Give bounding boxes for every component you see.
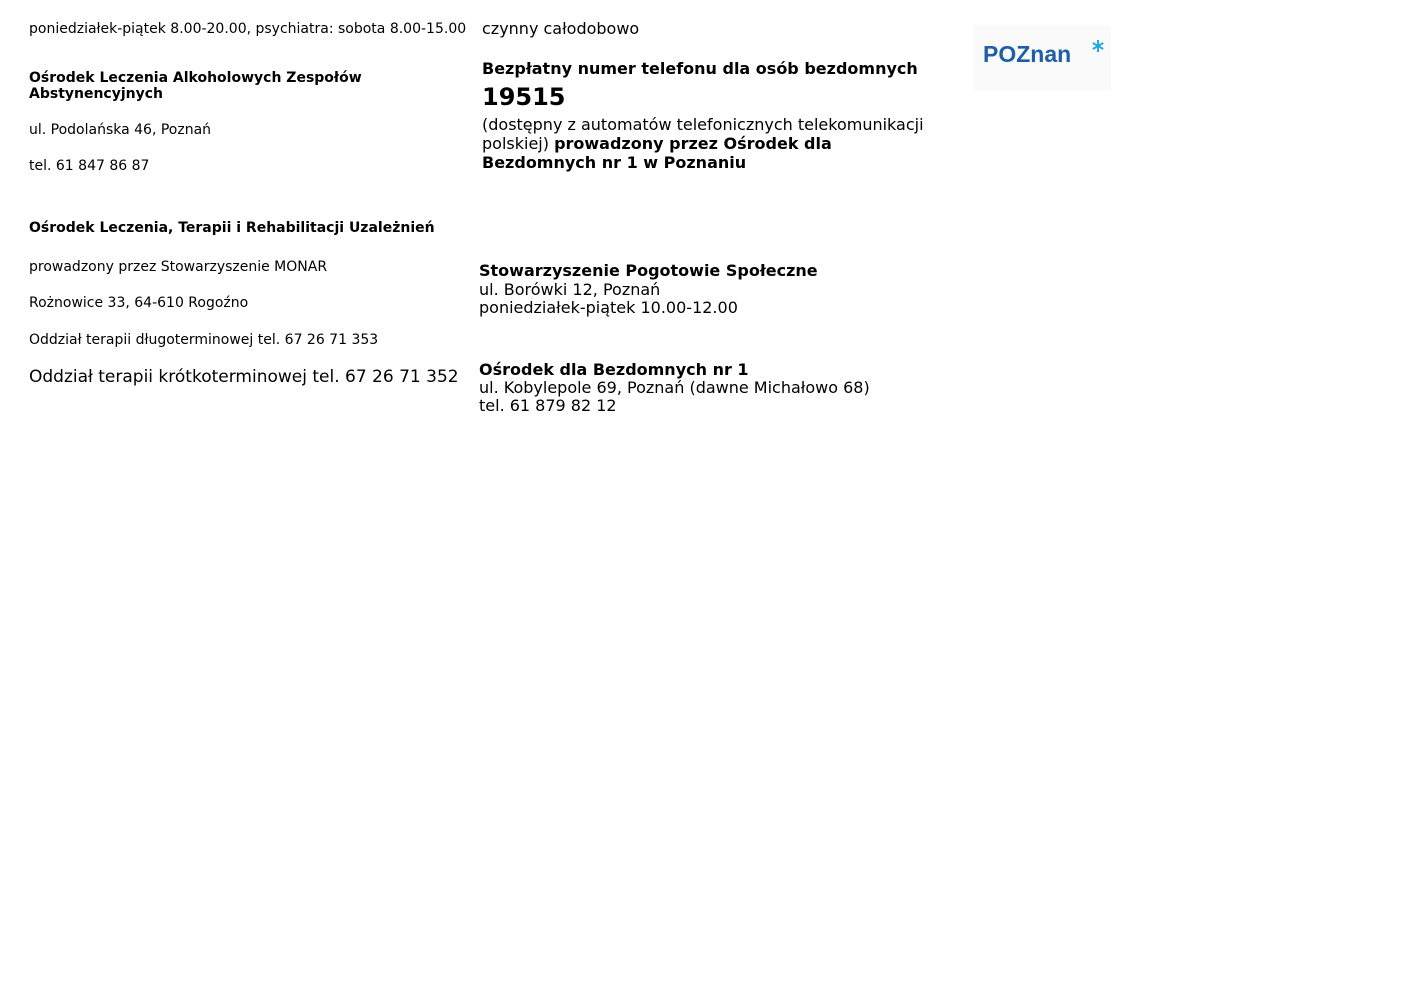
center2-long-term-phone: Oddział terapii długoterminowej tel. 67 26 71 353 [29,332,379,348]
asterisk-star-icon [1093,40,1103,52]
org2-address: ul. Kobylepole 69, Poznań (dawne Michałowo 68) [479,378,870,397]
center1-name-line2: Abstynencyjnych [29,86,164,102]
org1-hours: poniedziałek-piątek 10.00-12.00 [479,298,738,317]
hotline-note-line2-bold: prowadzony przez Ośrodek dla [554,134,832,153]
hotline-note-line3: Bezdomnych nr 1 w Poznaniu [482,153,747,172]
org1-address: ul. Borówki 12, Poznań [479,280,661,299]
hotline-title: Bezpłatny numer telefonu dla osób bezdomnych [482,59,918,78]
org2-phone: tel. 61 879 82 12 [479,396,617,415]
hotline-note-line1: (dostępny z automatów telefonicznych telekomunikacji [482,115,924,134]
poznan-logo-graphic [973,26,1111,90]
hotline-note-line2-plain: polskiej) [482,134,555,153]
center1-phone: tel. 61 847 86 87 [29,158,150,174]
poznan-logo-text: POZnan [983,41,1072,67]
org2-name: Ośrodek dla Bezdomnych nr 1 [479,360,749,379]
center2-name: Ośrodek Leczenia, Terapii i Rehabilitacji Uzależnień [29,220,435,236]
org1-name: Stowarzyszenie Pogotowie Społeczne [479,261,818,280]
hotline-number: 19515 [482,83,566,111]
center1-name-line1: Ośrodek Leczenia Alkoholowych Zespołów [29,70,362,86]
center2-address: Rożnowice 33, 64-610 Rogoźno [29,295,249,311]
hotline-note-line2 [482,135,832,154]
center2-operator: prowadzony przez Stowarzyszenie MONAR [29,259,328,275]
poznan-logo [973,26,1111,90]
hours-line: poniedziałek-piątek 8.00-20.00, psychiatra: sobota 8.00-15.00 [29,21,467,37]
availability-text: czynny całodobowo [482,19,640,38]
center1-address: ul. Podolańska 46, Poznań [29,122,212,138]
center2-short-term-phone: Oddział terapii krótkoterminowej tel. 67 26 71 352 [29,367,459,387]
